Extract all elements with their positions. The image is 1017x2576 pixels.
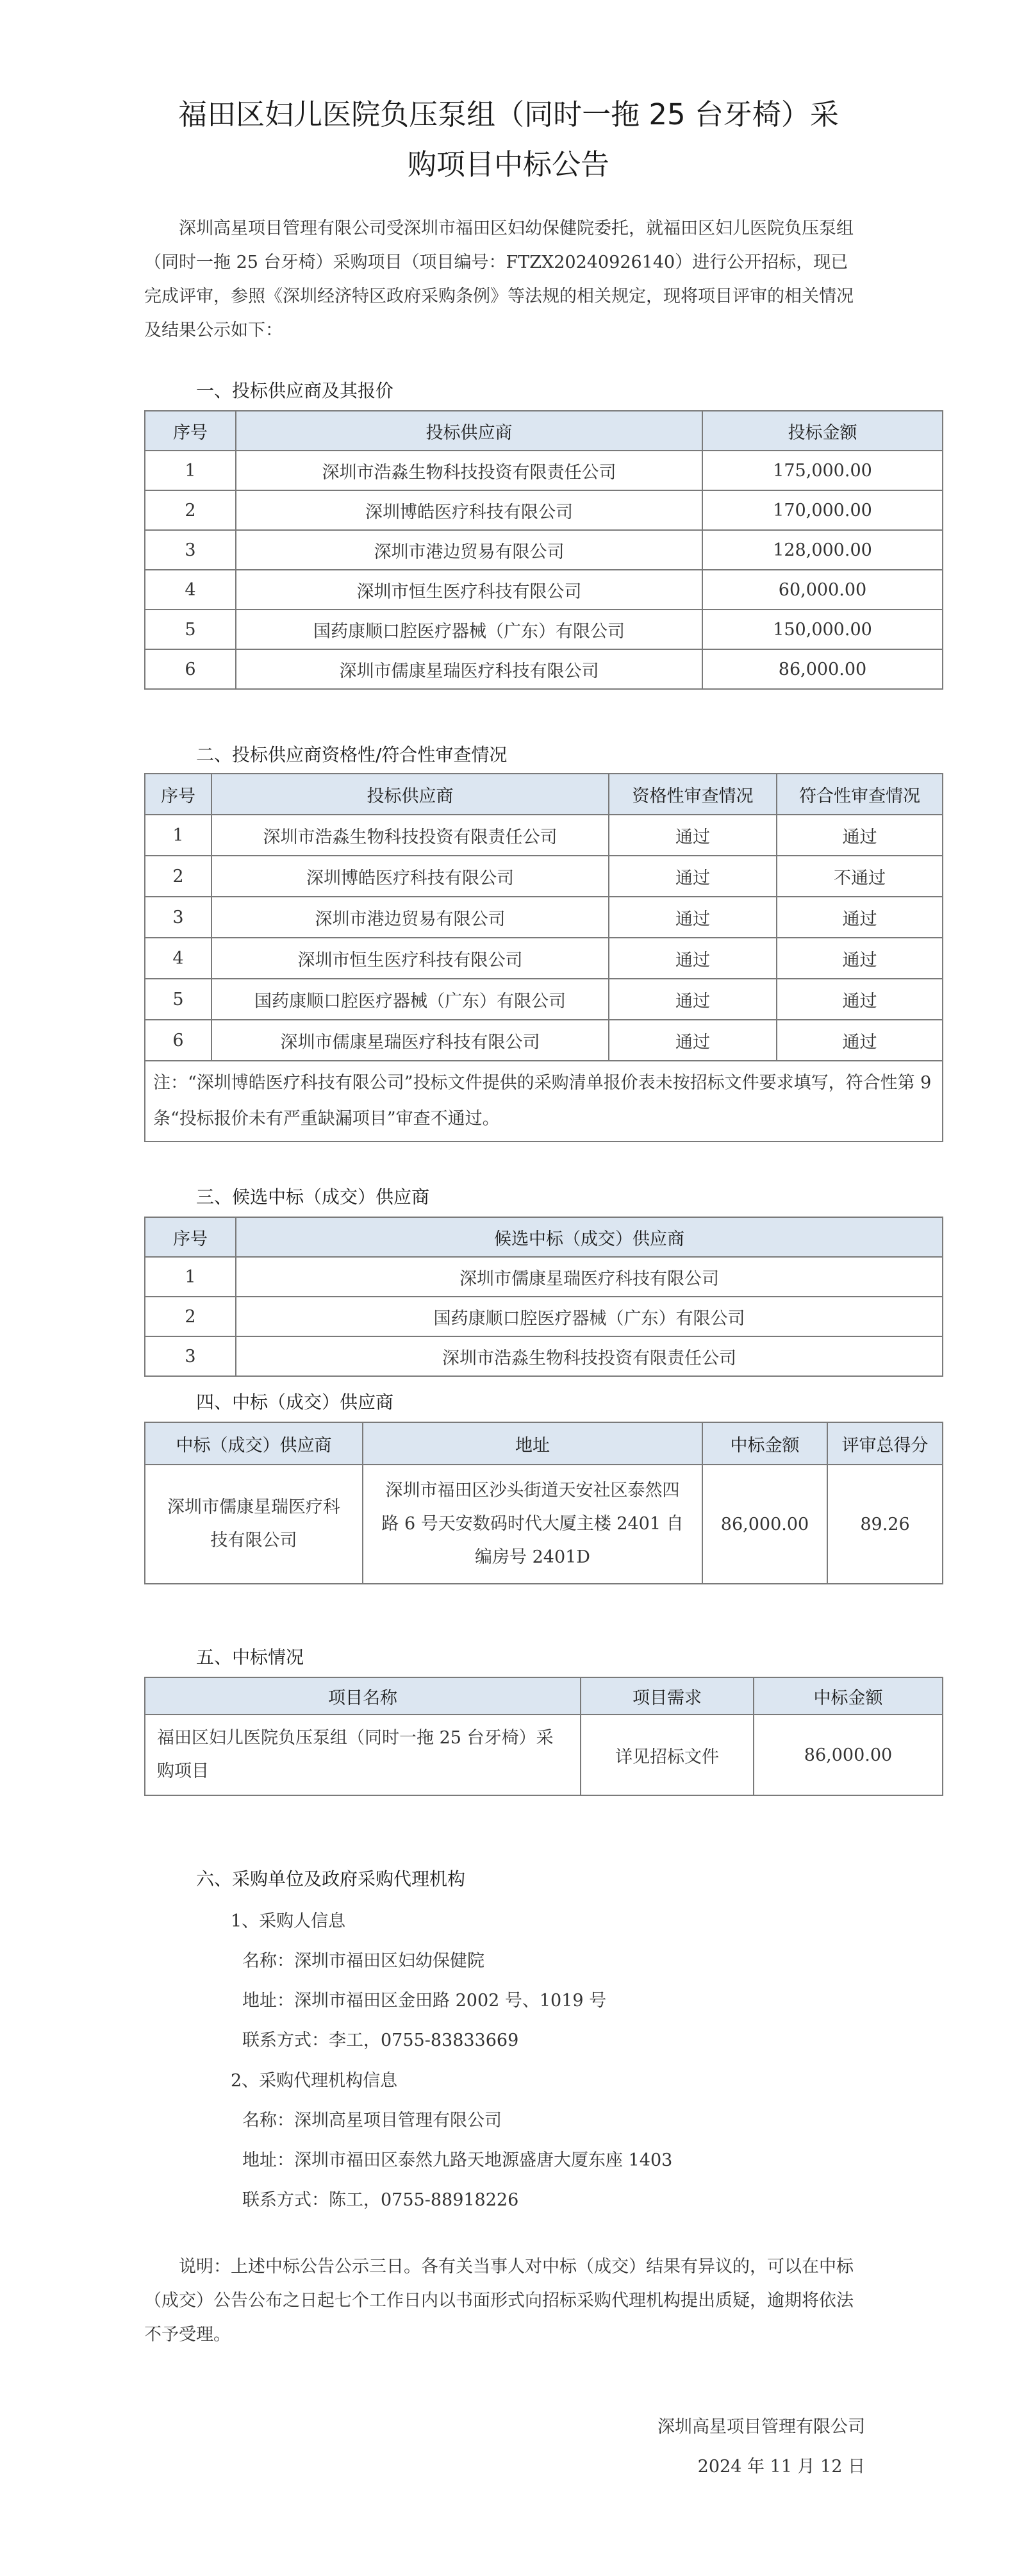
bid-amount: 128,000.00 xyxy=(702,530,943,570)
compliance-result: 通过 xyxy=(777,938,943,979)
signature-company: 深圳高星项目管理有限公司 xyxy=(657,2417,865,2437)
row-index: 3 xyxy=(145,897,211,938)
document-title-line1: 福田区妇儿医院负压泵组（同时一拖 25 台牙椅）采 xyxy=(178,97,839,131)
bid-amount: 150,000.00 xyxy=(702,610,943,649)
table-row xyxy=(145,649,943,689)
column-header: 资格性审查情况 xyxy=(609,774,777,815)
award-table xyxy=(144,1677,943,1796)
table-header-row xyxy=(145,1677,943,1715)
supplier-name: 深圳博皓医疗科技有限公司 xyxy=(211,856,609,897)
winner-address: 深圳市福田区沙头街道天安社区泰然四路 6 号天安数码时代大厦主楼 2401 自编房号 2401D xyxy=(363,1465,702,1584)
table-row xyxy=(145,530,943,570)
purchaser-name: 名称：深圳市福田区妇幼保健院 xyxy=(242,1951,484,1971)
column-header: 投标供应商 xyxy=(211,774,609,815)
section5-heading: 五、中标情况 xyxy=(196,1647,304,1668)
column-header: 投标供应商 xyxy=(236,411,702,451)
supplier-name: 深圳市浩淼生物科技投资有限责任公司 xyxy=(211,815,609,856)
row-index: 2 xyxy=(145,856,211,897)
agency-address: 地址：深圳市福田区泰然九路天地源盛唐大厦东座 1403 xyxy=(242,2150,673,2170)
bids-table xyxy=(144,410,943,690)
column-header: 中标金额 xyxy=(754,1677,943,1715)
row-index: 3 xyxy=(145,1336,236,1376)
row-index: 2 xyxy=(145,490,236,530)
project-name: 福田区妇儿医院负压泵组（同时一拖 25 台牙椅）采购项目 xyxy=(145,1715,581,1795)
supplier-name: 深圳市恒生医疗科技有限公司 xyxy=(236,570,702,610)
column-header: 项目名称 xyxy=(145,1677,581,1715)
bid-amount: 86,000.00 xyxy=(702,649,943,689)
purchaser-contact: 联系方式：李工，0755-83833669 xyxy=(242,2031,519,2050)
supplier-name: 深圳市港边贸易有限公司 xyxy=(211,897,609,938)
table-header-row xyxy=(145,774,943,815)
supplier-name: 深圳博皓医疗科技有限公司 xyxy=(236,490,702,530)
supplier-name: 深圳市港边贸易有限公司 xyxy=(236,530,702,570)
table-row xyxy=(145,570,943,610)
section3-heading: 三、候选中标（成交）供应商 xyxy=(196,1186,430,1208)
row-index: 6 xyxy=(145,649,236,689)
table-row xyxy=(145,1257,943,1297)
bid-amount: 175,000.00 xyxy=(702,451,943,490)
review-note: 注：“深圳博皓医疗科技有限公司”投标文件提供的采购清单报价表未按招标文件要求填写，符合性第 9 条“投标报价未有严重缺漏项目”审查不通过。 xyxy=(145,1061,943,1142)
table-row xyxy=(145,451,943,490)
column-header: 评审总得分 xyxy=(827,1422,943,1465)
qualification-result: 通过 xyxy=(609,897,777,938)
compliance-result: 不通过 xyxy=(777,856,943,897)
purchaser-info-heading: 1、采购人信息 xyxy=(231,1911,346,1931)
table-row xyxy=(145,815,943,856)
qualification-result: 通过 xyxy=(609,856,777,897)
winner-name: 深圳市儒康星瑞医疗科技有限公司 xyxy=(145,1465,363,1584)
qualification-result: 通过 xyxy=(609,1020,777,1061)
candidate-name: 深圳市儒康星瑞医疗科技有限公司 xyxy=(236,1257,943,1297)
compliance-result: 通过 xyxy=(777,897,943,938)
winner-amount: 86,000.00 xyxy=(702,1465,827,1584)
bid-amount: 60,000.00 xyxy=(702,570,943,610)
intro-paragraph: 深圳高星项目管理有限公司受深圳市福田区妇幼保健院委托，就福田区妇儿医院负压泵组（同时一拖 25 台牙椅）采购项目（项目编号：FTZX20240926140）进行公开招标，现已完成评审，参照《深圳经济特区政府采购条例》等法规的相关规定，现将项目评审的相关情况及结果公示如下： xyxy=(144,219,854,340)
qualification-result: 通过 xyxy=(609,815,777,856)
compliance-result: 通过 xyxy=(777,979,943,1020)
column-header: 序号 xyxy=(145,1217,236,1257)
bid-amount: 170,000.00 xyxy=(702,490,943,530)
row-index: 1 xyxy=(145,1257,236,1297)
row-index: 4 xyxy=(145,570,236,610)
table-header-row xyxy=(145,1422,943,1465)
compliance-result: 通过 xyxy=(777,815,943,856)
row-index: 1 xyxy=(145,815,211,856)
table-row xyxy=(145,938,943,979)
supplier-name: 深圳市儒康星瑞医疗科技有限公司 xyxy=(236,649,702,689)
table-row xyxy=(145,979,943,1020)
winner-score: 89.26 xyxy=(827,1465,943,1584)
row-index: 6 xyxy=(145,1020,211,1061)
supplier-name: 深圳市恒生医疗科技有限公司 xyxy=(211,938,609,979)
column-header: 符合性审查情况 xyxy=(777,774,943,815)
table-row xyxy=(145,610,943,649)
compliance-result: 通过 xyxy=(777,1020,943,1061)
agency-name: 名称：深圳高星项目管理有限公司 xyxy=(242,2111,502,2131)
column-header: 中标金额 xyxy=(702,1422,827,1465)
award-amount: 86,000.00 xyxy=(754,1715,943,1795)
row-index: 2 xyxy=(145,1297,236,1336)
row-index: 1 xyxy=(145,451,236,490)
purchaser-address: 地址：深圳市福田区金田路 2002 号、1019 号 xyxy=(242,1991,607,2011)
column-header: 候选中标（成交）供应商 xyxy=(236,1217,943,1257)
row-index: 5 xyxy=(145,610,236,649)
column-header: 项目需求 xyxy=(581,1677,754,1715)
candidates-table xyxy=(144,1217,943,1377)
table-row xyxy=(145,897,943,938)
column-header: 中标（成交）供应商 xyxy=(145,1422,363,1465)
column-header: 地址 xyxy=(363,1422,702,1465)
row-index: 4 xyxy=(145,938,211,979)
candidate-name: 深圳市浩淼生物科技投资有限责任公司 xyxy=(236,1336,943,1376)
remark-paragraph: 说明：上述中标公告公示三日。各有关当事人对中标（成交）结果有异议的，可以在中标（成交）公告公布之日起七个工作日内以书面形式向招标采购代理机构提出质疑，逾期将依法不予受理。 xyxy=(144,2257,854,2345)
supplier-name: 国药康顺口腔医疗器械（广东）有限公司 xyxy=(236,610,702,649)
supplier-name: 国药康顺口腔医疗器械（广东）有限公司 xyxy=(211,979,609,1020)
table-row xyxy=(145,1297,943,1336)
column-header: 投标金额 xyxy=(702,411,943,451)
candidate-name: 国药康顺口腔医疗器械（广东）有限公司 xyxy=(236,1297,943,1336)
row-index: 3 xyxy=(145,530,236,570)
agency-info-heading: 2、采购代理机构信息 xyxy=(231,2071,398,2091)
section2-heading: 二、投标供应商资格性/符合性审查情况 xyxy=(196,744,508,765)
table-header-row xyxy=(145,411,943,451)
qualification-result: 通过 xyxy=(609,938,777,979)
row-index: 5 xyxy=(145,979,211,1020)
section4-heading: 四、中标（成交）供应商 xyxy=(196,1392,394,1413)
table-row xyxy=(145,856,943,897)
table-row xyxy=(145,1020,943,1061)
note-row xyxy=(145,1061,943,1142)
agency-contact: 联系方式：陈工，0755-88918226 xyxy=(242,2190,519,2210)
column-header: 序号 xyxy=(145,411,236,451)
column-header: 序号 xyxy=(145,774,211,815)
document-title-line2: 购项目中标公告 xyxy=(407,147,609,181)
table-row xyxy=(145,490,943,530)
project-requirement: 详见招标文件 xyxy=(581,1715,754,1795)
table-header-row xyxy=(145,1217,943,1257)
table-row xyxy=(145,1336,943,1376)
signature-date: 2024 年 11 月 12 日 xyxy=(697,2457,865,2477)
supplier-name: 深圳市浩淼生物科技投资有限责任公司 xyxy=(236,451,702,490)
review-table xyxy=(144,773,943,1142)
table-row xyxy=(145,1465,943,1584)
supplier-name: 深圳市儒康星瑞医疗科技有限公司 xyxy=(211,1020,609,1061)
section1-heading: 一、投标供应商及其报价 xyxy=(196,380,394,401)
table-row xyxy=(145,1715,943,1795)
qualification-result: 通过 xyxy=(609,979,777,1020)
section6-heading: 六、采购单位及政府采购代理机构 xyxy=(196,1868,466,1890)
winner-table xyxy=(144,1422,943,1584)
